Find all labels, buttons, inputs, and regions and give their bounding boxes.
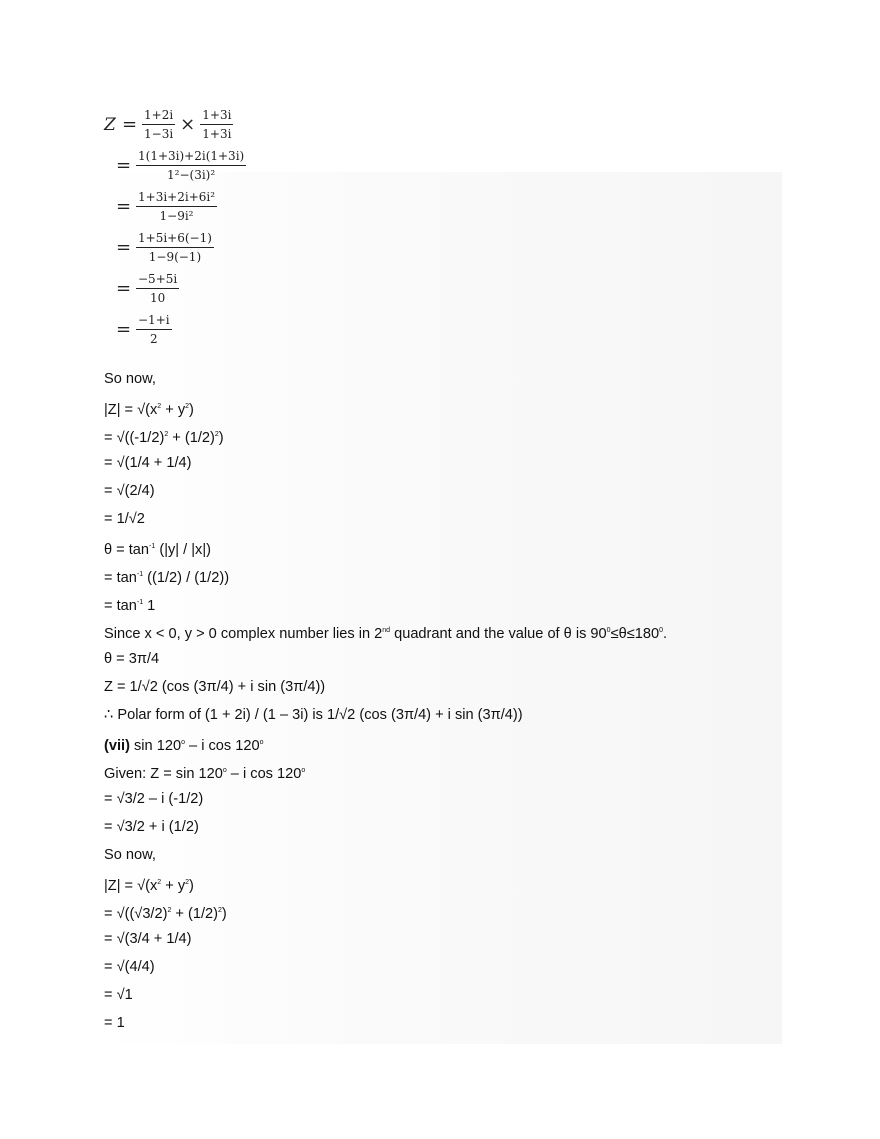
superscript: 2 — [214, 431, 219, 438]
superscript: o — [181, 739, 185, 746]
numerator: −5+5i — [136, 272, 179, 289]
math-row-2 — [104, 145, 246, 186]
math-row-1 — [104, 104, 246, 145]
superscript: 2 — [218, 907, 222, 914]
fraction — [136, 272, 179, 305]
text-fragment: + y — [161, 878, 186, 894]
denominator: 1−3i — [144, 127, 174, 141]
text-fragment: ((1/2) / (1/2)) — [143, 570, 230, 586]
denominator: 1−9i² — [159, 209, 194, 223]
text-fragment: = √((√3/2) — [104, 906, 168, 922]
text-line: = 1 — [104, 1015, 125, 1031]
math-derivation — [104, 104, 246, 350]
math-row-6 — [104, 309, 246, 350]
superscript: 2 — [185, 403, 190, 410]
denominator: 1−9(−1) — [148, 250, 202, 264]
text-fragment: = √((-1/2) — [104, 430, 165, 446]
math-row-5 — [104, 268, 246, 309]
text-line: ∴ Polar form of (1 + 2i) / (1 – 3i) is 1/√2 (cos (3π/4) + i sin (3π/4)) — [104, 707, 523, 723]
numerator: 1+3i+2i+6i² — [136, 190, 217, 207]
text-line: So now, — [104, 847, 156, 863]
fraction — [142, 108, 175, 141]
denominator: 2 — [149, 332, 158, 346]
superscript: 2 — [157, 879, 162, 886]
fraction — [136, 231, 214, 264]
fraction — [200, 108, 233, 141]
text-line: = √(4/4) — [104, 959, 155, 975]
text-fragment: ) — [218, 430, 224, 446]
text-fragment: (|y| / |x|) — [155, 542, 211, 558]
text-fragment: ) — [189, 402, 194, 418]
text-line — [104, 426, 224, 447]
fraction — [136, 149, 246, 182]
text-line — [104, 902, 227, 923]
text-line — [104, 566, 229, 587]
equals-sign: = — [116, 278, 132, 299]
text-fragment: + y — [161, 402, 186, 418]
text-fragment: – i cos 120 — [184, 738, 260, 754]
text-fragment: θ = tan — [104, 542, 150, 558]
text-line — [104, 398, 194, 419]
text-line — [104, 874, 194, 895]
text-fragment: . — [662, 626, 668, 642]
numerator: 1+2i — [142, 108, 175, 125]
text-line — [104, 734, 264, 755]
text-line: So now, — [104, 371, 156, 387]
superscript: -1 — [136, 571, 144, 578]
text-fragment: = tan — [104, 570, 137, 586]
denominator: 1²−(3i)² — [167, 168, 216, 182]
times-sign: × — [180, 114, 196, 135]
text-fragment: Since x < 0, y > 0 complex number lies in 2 — [104, 626, 383, 642]
superscript: 2 — [185, 879, 190, 886]
text-line: = √3/2 + i (1/2) — [104, 819, 199, 835]
text-fragment: 1 — [143, 598, 156, 614]
math-row-3 — [104, 186, 246, 227]
fraction — [136, 313, 172, 346]
superscript: nd — [382, 627, 391, 634]
superscript: o — [222, 767, 227, 774]
superscript: -1 — [136, 599, 144, 606]
text-line: = √(3/4 + 1/4) — [104, 931, 192, 947]
text-fragment: ) — [189, 878, 194, 894]
fraction — [136, 190, 217, 223]
superscript: 2 — [167, 907, 172, 914]
text-fragment: quadrant and the value of θ is 90 — [390, 626, 607, 642]
equals-sign: = — [116, 155, 132, 176]
math-row-4 — [104, 227, 246, 268]
part-label: (vii) — [104, 738, 130, 754]
text-line: = √1 — [104, 987, 133, 1003]
numerator: −1+i — [136, 313, 172, 330]
superscript: 2 — [164, 431, 169, 438]
text-fragment: + (1/2) — [168, 430, 215, 446]
text-line: = √(1/4 + 1/4) — [104, 455, 192, 471]
text-line — [104, 622, 667, 643]
text-fragment: ≤θ≤180 — [610, 626, 660, 642]
text-fragment: |Z| = √(x — [104, 878, 158, 894]
math-lhs: Z — [104, 114, 116, 135]
text-line — [104, 762, 305, 783]
equals-sign: = — [116, 237, 132, 258]
text-fragment: ) — [221, 906, 227, 922]
superscript: 0 — [606, 627, 611, 634]
text-line: = √(2/4) — [104, 483, 155, 499]
text-line: = √3/2 – i (-1/2) — [104, 791, 204, 807]
numerator: 1(1+3i)+2i(1+3i) — [136, 149, 246, 166]
equals-sign: = — [122, 114, 138, 135]
denominator: 1+3i — [202, 127, 232, 141]
text-line: = 1/√2 — [104, 511, 145, 527]
superscript: o — [259, 739, 264, 746]
text-fragment: – i cos 120 — [226, 766, 302, 782]
text-line: Z = 1/√2 (cos (3π/4) + i sin (3π/4)) — [104, 679, 326, 695]
equals-sign: = — [116, 319, 132, 340]
text-fragment: |Z| = √(x — [104, 402, 158, 418]
text-fragment: + (1/2) — [171, 906, 219, 922]
text-fragment: = tan — [104, 598, 137, 614]
superscript: 0 — [659, 627, 663, 634]
text-line — [104, 594, 155, 615]
equals-sign: = — [116, 196, 132, 217]
numerator: 1+5i+6(−1) — [136, 231, 214, 248]
text-line — [104, 538, 211, 559]
text-fragment: Given: Z = sin 120 — [104, 766, 223, 782]
superscript: 2 — [157, 403, 162, 410]
numerator: 1+3i — [200, 108, 233, 125]
text-fragment: sin 120 — [129, 738, 182, 754]
denominator: 10 — [149, 291, 166, 305]
superscript: -1 — [149, 543, 156, 550]
text-line: θ = 3π/4 — [104, 651, 160, 667]
superscript: o — [301, 767, 306, 774]
